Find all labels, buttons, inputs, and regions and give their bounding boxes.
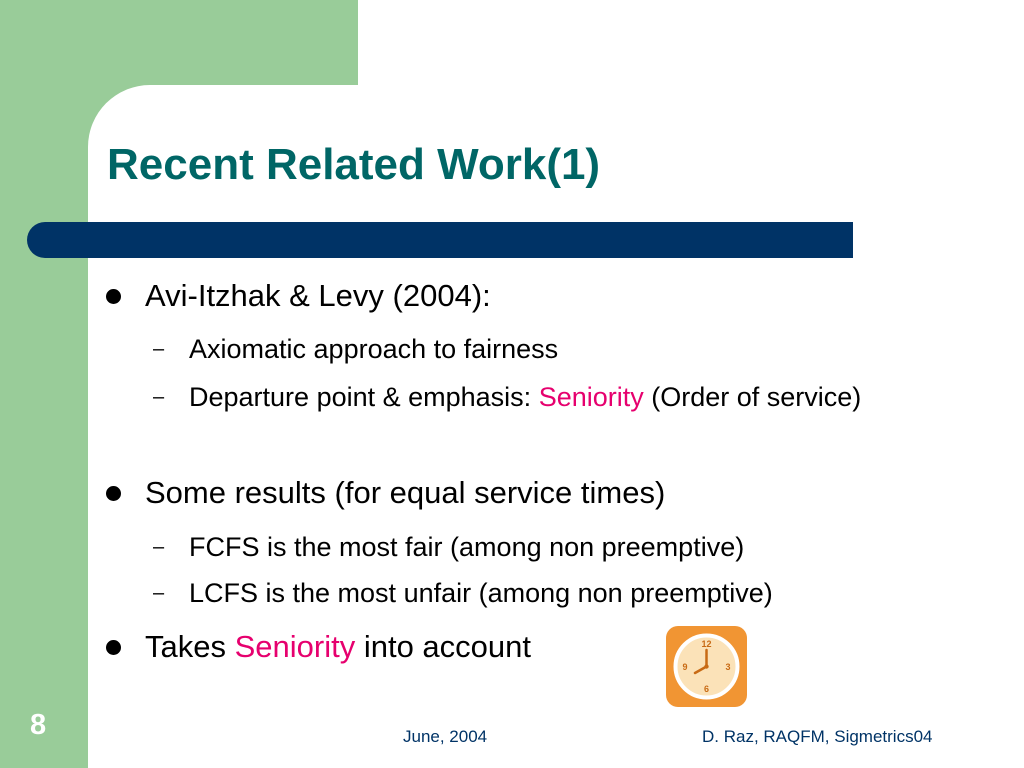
clock-icon	[666, 626, 747, 707]
clock-number: 9	[682, 662, 688, 672]
slide-number: 8	[30, 709, 47, 741]
seniority-highlight: Seniority	[538, 382, 644, 412]
seniority-highlight: Seniority	[234, 629, 356, 664]
sub-bullet-dash: –	[153, 338, 165, 360]
bullet-dot	[106, 289, 121, 304]
footer-date: June, 2004	[403, 727, 488, 746]
bullet-text: Avi-Itzhak & Levy (2004):	[145, 278, 491, 313]
sub-bullet-text: FCFS is the most fair (among non preemptive)	[189, 532, 745, 562]
sub-bullet-text: LCFS is the most unfair (among non preemptive)	[189, 578, 773, 608]
bullet-dot	[106, 486, 121, 501]
sub-bullet-text: Axiomatic approach to fairness	[189, 334, 559, 364]
bullet-text: Takes	[145, 629, 235, 664]
clock-face	[666, 626, 747, 707]
sub-bullet-text: Departure point & emphasis:	[189, 382, 539, 412]
sub-bullet-dash: –	[153, 536, 165, 558]
sub-bullet-dash: –	[153, 582, 165, 604]
bullet-text: into account	[355, 629, 532, 664]
sub-bullet-item	[153, 380, 929, 414]
bullet-dot	[106, 640, 121, 655]
sub-bullet-item	[153, 576, 929, 610]
bullet-item	[145, 278, 491, 314]
clock-number: 3	[725, 662, 731, 672]
sub-bullet-dash: –	[153, 386, 165, 408]
clock-number: 12	[701, 639, 712, 649]
sub-bullet-text: (Order of service)	[643, 382, 862, 412]
slide-title: Recent Related Work(1)	[107, 140, 601, 189]
bullet-item	[145, 629, 531, 665]
bullet-text: Some results (for equal service times)	[145, 475, 666, 510]
bullet-item	[145, 475, 665, 511]
footer-author: D. Raz, RAQFM, Sigmetrics04	[702, 727, 933, 746]
clock-center	[704, 664, 708, 668]
clock-number: 6	[703, 684, 710, 694]
sub-bullet-item	[153, 530, 929, 564]
sub-bullet-item	[153, 332, 929, 366]
